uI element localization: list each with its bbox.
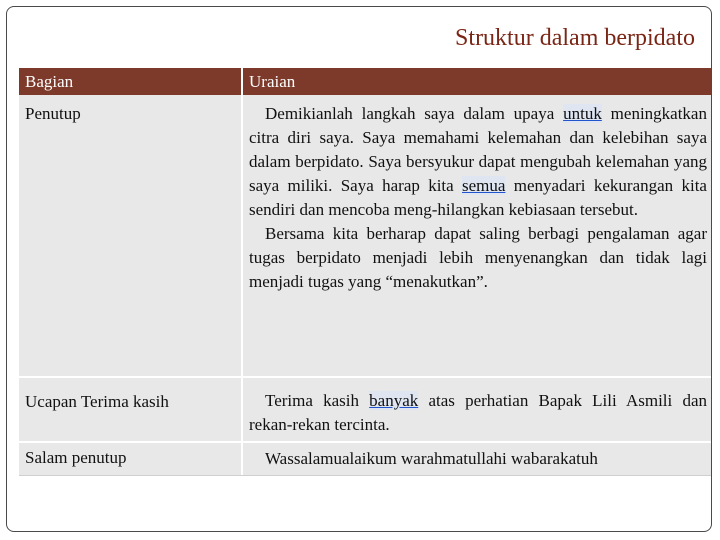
row-content-terima-kasih <box>249 389 707 437</box>
column-divider <box>241 68 243 95</box>
slide-frame <box>6 6 712 532</box>
penutup-paragraph-2: Bersama kita berharap dapat saling berbagi pengalaman agar tugas berpidato menjadi lebih menyenangkan dan tidak lagi menjadi tugas yang “menakutkan”. <box>249 224 707 291</box>
row-content-penutup <box>249 102 707 294</box>
text-segment: Terima kasih <box>265 391 370 410</box>
terima-kasih-paragraph <box>249 389 707 437</box>
header-bagian: Bagian <box>25 72 74 91</box>
table-row <box>19 95 711 376</box>
highlighted-word[interactable]: untuk <box>563 104 602 123</box>
row-label-penutup: Penutup <box>25 104 81 123</box>
highlighted-word[interactable]: banyak <box>369 391 419 410</box>
row-label-salam-penutup: Salam penutup <box>25 448 127 467</box>
table-header <box>19 68 711 95</box>
column-divider <box>241 443 243 475</box>
column-divider <box>241 95 243 376</box>
header-uraian: Uraian <box>249 72 296 91</box>
salam-paragraph: Wassalamualaikum warahmatullahi wabarakatuh <box>265 449 598 468</box>
highlighted-word[interactable]: semua <box>462 176 506 195</box>
row-label-terima-kasih: Ucapan Terima kasih <box>25 392 169 411</box>
row-content-salam-penutup <box>249 447 707 471</box>
column-divider <box>241 378 243 441</box>
table-row <box>19 378 711 441</box>
text-segment: atas perhatian Bapak Lili Asmili dan rekan-rekan tercinta. <box>249 391 707 434</box>
table-row <box>19 443 711 475</box>
text-segment: menyadari kekurangan kita sendiri dan mencoba meng-hilangkan kebiasaan tersebut. <box>249 176 707 219</box>
text-segment: meningkatkan citra diri saya. Saya memahami kelemahan dan kelebihan saya dalam berpidato. Saya bersyukur dapat mengubah kelemahan yang saya miliki. Saya harap kita <box>249 104 707 195</box>
page-title: Struktur dalam berpidato <box>455 25 695 51</box>
text-segment: Demikianlah langkah saya dalam upaya <box>265 104 564 123</box>
table-bottom-border <box>19 475 711 476</box>
penutup-paragraph-1 <box>249 102 707 222</box>
